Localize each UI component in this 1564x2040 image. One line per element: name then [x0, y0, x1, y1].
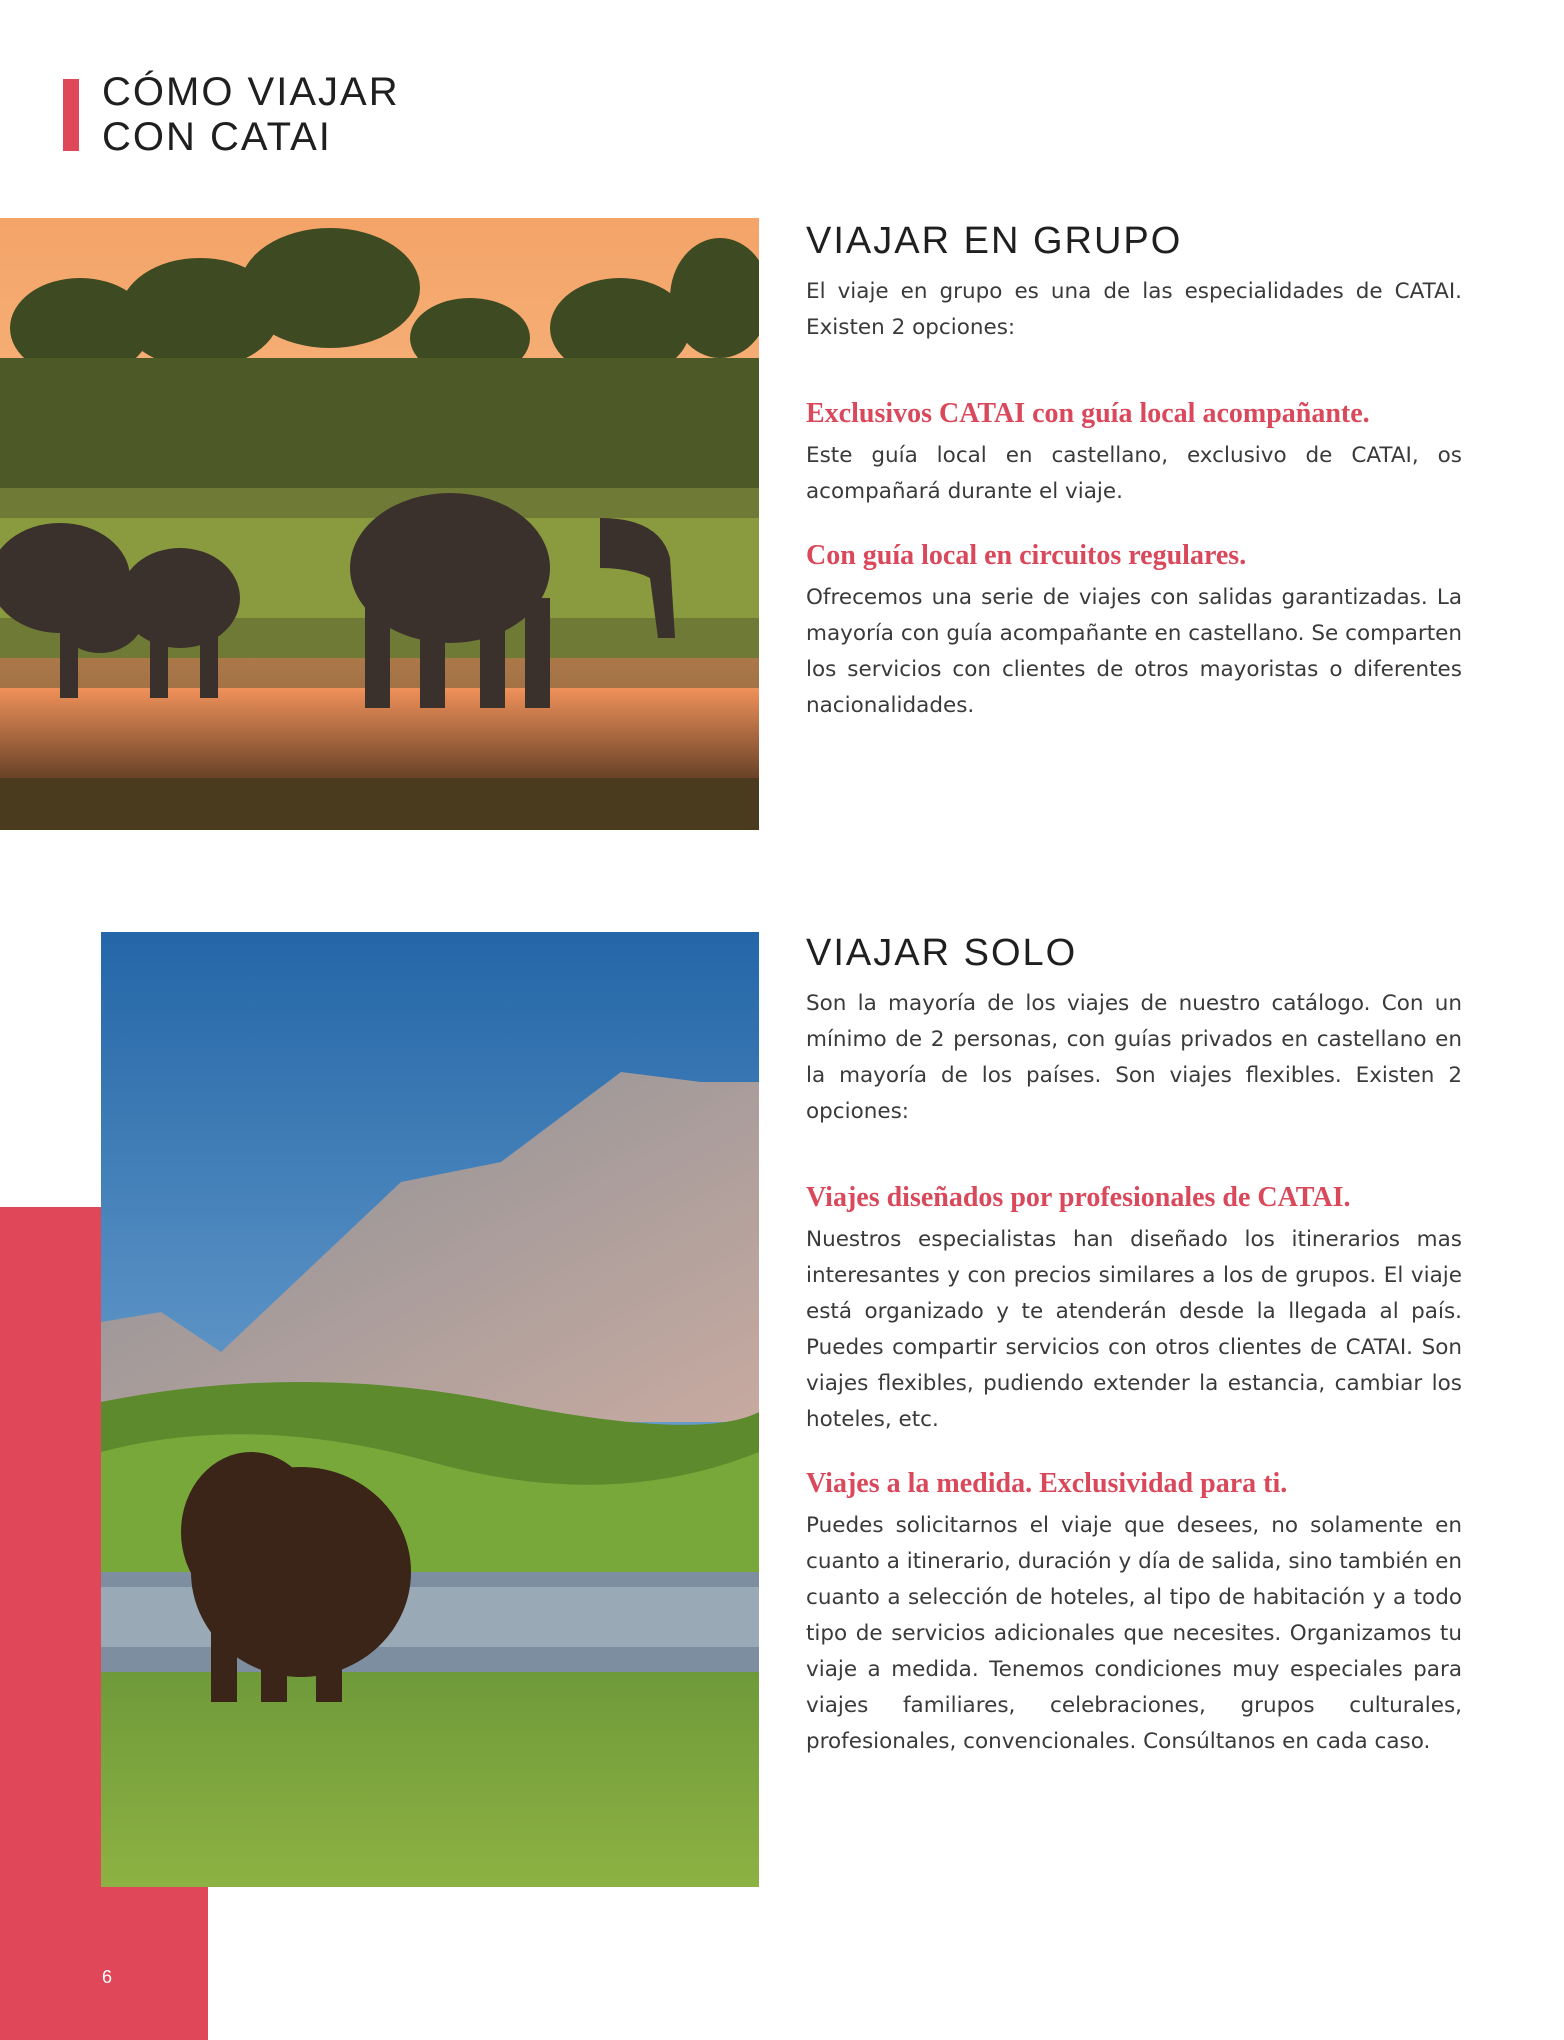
solo-option-2-title: Viajes a la medida. Exclusividad para ti. — [806, 1468, 1288, 1499]
section-title-group: VIAJAR EN GRUPO — [806, 220, 1183, 262]
group-option-1-text: Este guía local en castellano, exclusivo de CATAI, os acompañará durante el viaje. — [806, 443, 1462, 504]
group-option-2-title: Con guía local en circuitos regulares. — [806, 540, 1247, 571]
solo-option-1-text: Nuestros especialistas han diseñado los itinerarios mas interesantes y con precios similares a los de grupos. El viaje está organizado y te atenderán desde la llegada al país. Puedes compartir servicios con otros clientes de CATAI. Son viajes flexibles, pudiendo extender la estancia, cambiar los hoteles, etc. — [806, 1227, 1462, 1432]
solo-option-2-text: Puedes solicitarnos el viaje que desees, no solamente en cuanto a itinerario, duración y día de salida, sino también en cuanto a selección de hoteles, al tipo de habitación y a todo tipo de servicios adicionales que necesites. Organizamos tu viaje a medida. Tenemos condiciones muy especiales para viajes familiares, celebraciones, grupos culturales, profesionales, convencionales. Consúltanos en cada caso. — [806, 1513, 1462, 1754]
bison-mountain-photo — [101, 932, 759, 1887]
elephants-photo — [0, 218, 759, 830]
solo-option-1-title: Viajes diseñados por profesionales de CATAI. — [806, 1182, 1351, 1213]
group-option-1-title: Exclusivos CATAI con guía local acompañante. — [806, 398, 1370, 429]
group-option-2-text: Ofrecemos una serie de viajes con salidas garantizadas. La mayoría con guía acompañante en castellano. Se comparten los servicios con clientes de otros mayoristas o diferentes nacionalidades. — [806, 585, 1462, 718]
page-title — [102, 70, 400, 160]
section-solo-travel — [806, 930, 1462, 1788]
section-group-travel — [806, 218, 1462, 752]
solo-intro-text: Son la mayoría de los viajes de nuestro catálogo. Con un mínimo de 2 personas, con guías privados en castellano en la mayoría de los países. Son viajes flexibles. Existen 2 opciones: — [806, 991, 1462, 1124]
group-intro-text: El viaje en grupo es una de las especialidades de CATAI. Existen 2 opciones: — [806, 279, 1462, 340]
section-title-solo: VIAJAR SOLO — [806, 932, 1078, 974]
page-number: 6 — [102, 1967, 113, 1987]
page-title-line-2: CON CATAI — [102, 115, 332, 159]
title-accent-bar — [63, 79, 79, 151]
page-title-line-1: CÓMO VIAJAR — [102, 70, 400, 114]
